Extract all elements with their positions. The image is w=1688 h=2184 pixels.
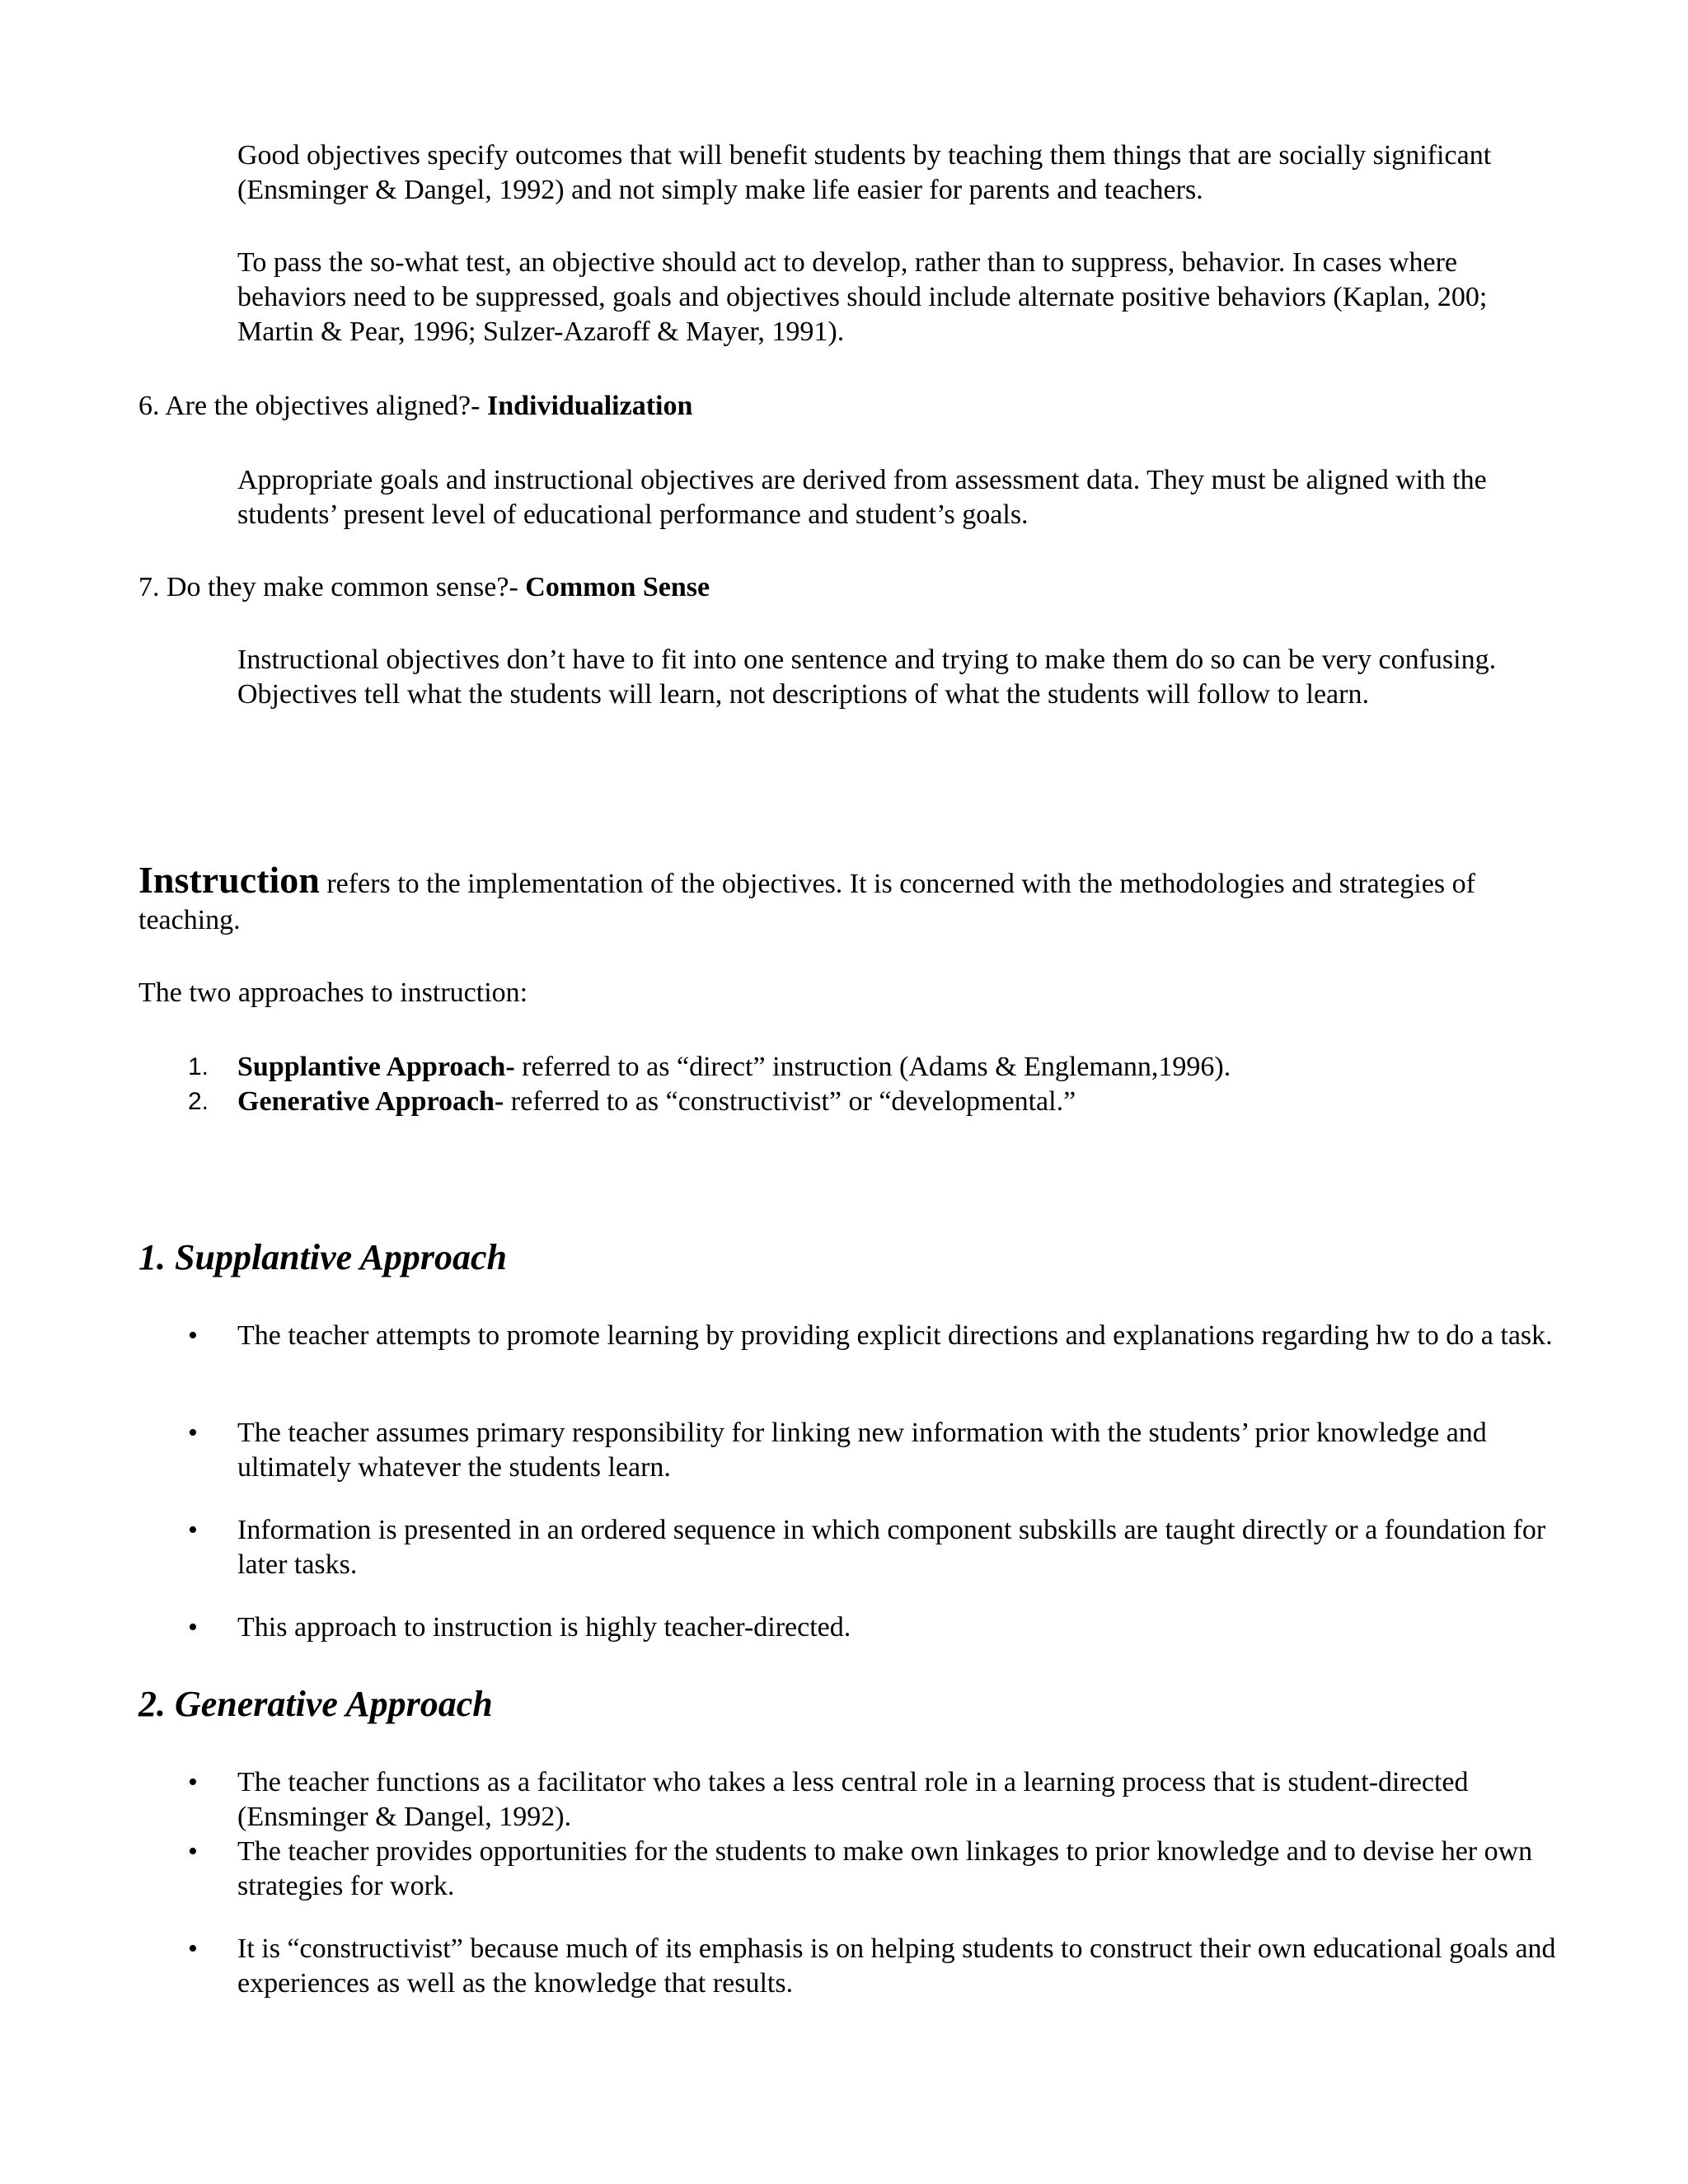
bullet-text: Information is presented in an ordered sequence in which component subskills are taught directly or a foundation for later tasks. bbox=[237, 1515, 1546, 1580]
question-6-text: 6. Are the objectives aligned?- bbox=[138, 391, 487, 421]
section-heading-generative: 2. Generative Approach bbox=[138, 1684, 493, 1724]
question-7 bbox=[138, 570, 1556, 605]
paragraph-instruction bbox=[138, 859, 1556, 939]
paragraph-aligned: Appropriate goals and instructional objectives are derived from assessment data. They must be aligned with the students’ present level of educational performance and student’s goals. bbox=[237, 465, 1487, 530]
section-heading-supplantive: 1. Supplantive Approach bbox=[138, 1237, 507, 1277]
question-7-keyword: Common Sense bbox=[525, 572, 710, 602]
bullet-text: This approach to instruction is highly teacher-directed. bbox=[237, 1612, 851, 1643]
bullet-marker: • bbox=[188, 1836, 198, 1867]
list-number: 2. bbox=[188, 1088, 209, 1115]
paragraph-common-sense: Instructional objectives don’t have to fit into one sentence and trying to make them do so can be very confusing. Objectives tell what the students will learn, not descriptions of what the students will follow to learn. bbox=[237, 644, 1497, 710]
bullet-text: It is “constructivist” because much of its emphasis is on helping students to construct their own educational goals and experiences as well as the knowledge that results. bbox=[237, 1933, 1556, 1999]
bullet-marker: • bbox=[188, 1320, 198, 1351]
bullet-marker: • bbox=[188, 1515, 198, 1545]
bullet-text: The teacher attempts to promote learning by providing explicit directions and explanations regarding hw to do a task. bbox=[237, 1320, 1553, 1351]
paragraph-good-objectives: Good objectives specify outcomes that will benefit students by teaching them things that are socially significant (Ensminger & Dangel, 1992) and not simply make life easier for parents and teachers. bbox=[237, 140, 1492, 205]
question-6-keyword: Individualization bbox=[486, 391, 693, 421]
bullet-marker: • bbox=[188, 1767, 198, 1797]
bullet-text: The teacher provides opportunities for the students to make own linkages to prior knowledge and to devise her own strategies for work. bbox=[237, 1836, 1533, 1901]
list-item-text: referred to as “direct” instruction (Adams & Englemann,1996). bbox=[514, 1052, 1231, 1082]
instruction-definition: refers to the implementation of the objectives. It is concerned with the methodologies and strategies of teaching. bbox=[138, 869, 1475, 935]
bullet-marker: • bbox=[188, 1418, 198, 1448]
paragraph-two-approaches: The two approaches to instruction: bbox=[138, 977, 528, 1008]
bullet-marker: • bbox=[188, 1612, 198, 1643]
question-7-text: 7. Do they make common sense?- bbox=[138, 572, 526, 602]
list-number: 1. bbox=[188, 1053, 209, 1080]
list-item-text: referred to as “constructivist” or “developmental.” bbox=[504, 1086, 1076, 1117]
bullet-text: The teacher assumes primary responsibility for linking new information with the students’ prior knowledge and ultimately whatever the students learn. bbox=[237, 1418, 1487, 1483]
list-item-term: Generative Approach- bbox=[237, 1086, 504, 1117]
bullet-text: The teacher functions as a facilitator who takes a less central role in a learning process that is student-directed (Ensminger & Dangel, 1992). bbox=[237, 1767, 1469, 1832]
instruction-term: Instruction bbox=[138, 859, 320, 901]
bullet-marker: • bbox=[188, 1933, 198, 1964]
question-6 bbox=[138, 389, 1556, 424]
paragraph-so-what-test: To pass the so-what test, an objective should act to develop, rather than to suppress, behavior. In cases where behaviors need to be suppressed, goals and objectives should include alternate positive behaviors (Kaplan, 200; Martin & Pear, 1996; Sulzer-Azaroff & Mayer, 1991). bbox=[237, 247, 1488, 347]
list-item-term: Supplantive Approach- bbox=[237, 1052, 515, 1082]
